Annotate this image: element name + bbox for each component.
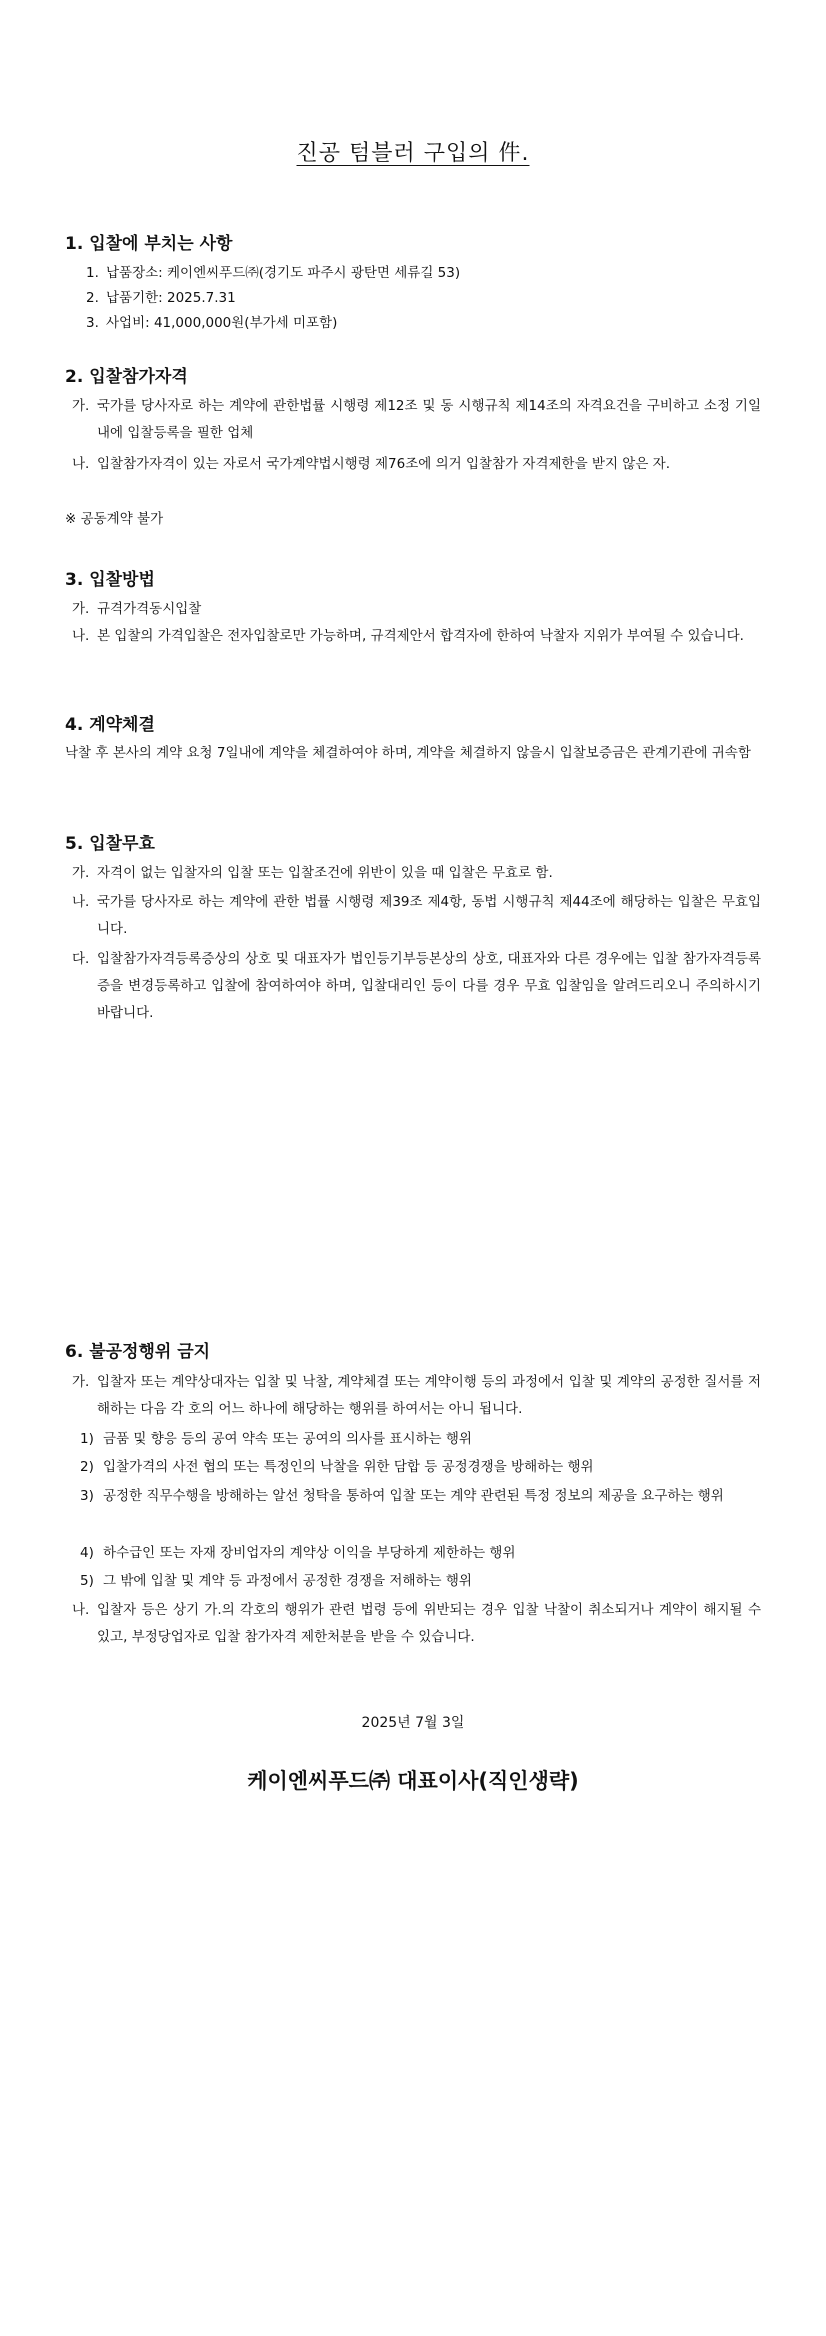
section-3-item-ga-marker: 가. (72, 601, 90, 617)
section-6-item-2-text: 입찰가격의 사전 협의 또는 특정인의 낙찰을 위한 담합 등 공정경쟁을 방해하는 행위 (103, 1459, 594, 1475)
section-1-item-1-marker: 1. (86, 265, 99, 281)
section-6-item-2-marker: 2) (80, 1459, 94, 1475)
document-date: 2025년 7월 3일 (361, 1715, 465, 1731)
document-title: 진공 텀블러 구입의 件. (296, 141, 530, 166)
section-3-item-na-marker: 나. (72, 628, 90, 644)
section-6-item-5-marker: 5) (80, 1573, 94, 1589)
section-6-item-4-text: 하수급인 또는 자재 장비업자의 계약상 이익을 부당하게 제한하는 행위 (103, 1545, 516, 1561)
section-1-item-2-marker: 2. (86, 290, 99, 306)
section-6-item-ga-text: 입찰자 또는 계약상대자는 입찰 및 낙찰, 계약체결 또는 계약이행 등의 과정에서 입찰 및 계약의 공정한 질서를 저해하는 다음 각 호의 어느 하나에 해당하는 행위를 하여서는 아니 됩니다. (97, 1374, 761, 1417)
section-6-heading: 6. 불공정행위 금지 (65, 1342, 211, 1362)
section-3-item-ga-text: 규격가격동시입찰 (97, 601, 202, 617)
section-5-item-na-text: 국가를 당사자로 하는 계약에 관한 법률 시행령 제39조 제4항, 동법 시행규칙 제44조에 해당하는 입찰은 무효입니다. (97, 894, 761, 937)
section-1-item-3-marker: 3. (86, 315, 99, 331)
section-5-item-ga-marker: 가. (72, 865, 90, 881)
signer-name: 케이엔씨푸드㈜ 대표이사(직인생략) (247, 1769, 579, 1793)
section-5-item-da-text: 입찰참가자격등록증상의 상호 및 대표자가 법인등기부등본상의 상호, 대표자와 다른 경우에는 입찰 참가자격등록증을 변경등록하고 입찰에 참여하여야 하며, 입찰대리인 등이 다를 경우 무효 입찰임을 알려드리오니 주의하시기 바랍니다. (97, 951, 761, 1021)
section-1-item-3-text: 사업비: 41,000,000원(부가세 미포함) (106, 315, 338, 331)
section-6-item-1-text: 금품 및 향응 등의 공여 약속 또는 공여의 의사를 표시하는 행위 (103, 1431, 472, 1447)
section-6-item-1-marker: 1) (80, 1431, 94, 1447)
section-2-item-ga-text: 국가를 당사자로 하는 계약에 관한법률 시행령 제12조 및 동 시행규칙 제14조의 자격요건을 구비하고 소정 기일 내에 입찰등록을 필한 업체 (97, 398, 761, 441)
section-5-item-ga-text: 자격이 없는 입찰자의 입찰 또는 입찰조건에 위반이 있을 때 입찰은 무효로 함. (97, 865, 553, 881)
section-2-item-na-marker: 나. (72, 456, 90, 472)
section-5-heading: 5. 입찰무효 (65, 834, 155, 854)
section-6-item-na-text: 입찰자 등은 상기 가.의 각호의 행위가 관련 법령 등에 위반되는 경우 입찰 낙찰이 취소되거나 계약이 해지될 수 있고, 부정당업자로 입찰 참가자격 제한처분을 받을 수 있습니다. (97, 1602, 761, 1645)
section-2-heading: 2. 입찰참가자격 (65, 367, 188, 387)
section-1-heading: 1. 입찰에 부치는 사항 (65, 234, 233, 254)
section-1-item-2-text: 납품기한: 2025.7.31 (106, 290, 236, 306)
section-5-item-da-marker: 다. (72, 951, 90, 967)
section-6-item-3-text: 공정한 직무수행을 방해하는 알선 청탁을 통하여 입찰 또는 계약 관련된 특정 정보의 제공을 요구하는 행위 (103, 1488, 724, 1504)
section-6-item-ga-marker: 가. (72, 1374, 90, 1390)
section-6-item-na-marker: 나. (72, 1602, 90, 1618)
section-3-item-na-text: 본 입찰의 가격입찰은 전자입찰로만 가능하며, 규격제안서 합격자에 한하여 낙찰자 지위가 부여될 수 있습니다. (97, 628, 744, 644)
section-2-item-na-text: 입찰참가자격이 있는 자로서 국가계약법시행령 제76조에 의거 입찰참가 자격제한을 받지 않은 자. (97, 456, 670, 472)
section-4-heading: 4. 계약체결 (65, 715, 155, 735)
section-6-item-4-marker: 4) (80, 1545, 94, 1561)
section-6-item-3-marker: 3) (80, 1488, 94, 1504)
section-3-heading: 3. 입찰방법 (65, 570, 155, 590)
section-4-paragraph: 낙찰 후 본사의 계약 요청 7일내에 계약을 체결하여야 하며, 계약을 체결하지 않을시 입찰보증금은 관계기관에 귀속함 (65, 745, 751, 761)
section-6-item-5-text: 그 밖에 입찰 및 계약 등 과정에서 공정한 경쟁을 저해하는 행위 (103, 1573, 472, 1589)
section-5-item-na-marker: 나. (72, 894, 90, 910)
section-1-item-1-text: 납품장소: 케이엔씨푸드㈜(경기도 파주시 광탄면 세류길 53) (106, 265, 461, 281)
joint-contract-note: ※ 공동계약 불가 (65, 511, 164, 527)
section-2-item-ga-marker: 가. (72, 398, 90, 414)
